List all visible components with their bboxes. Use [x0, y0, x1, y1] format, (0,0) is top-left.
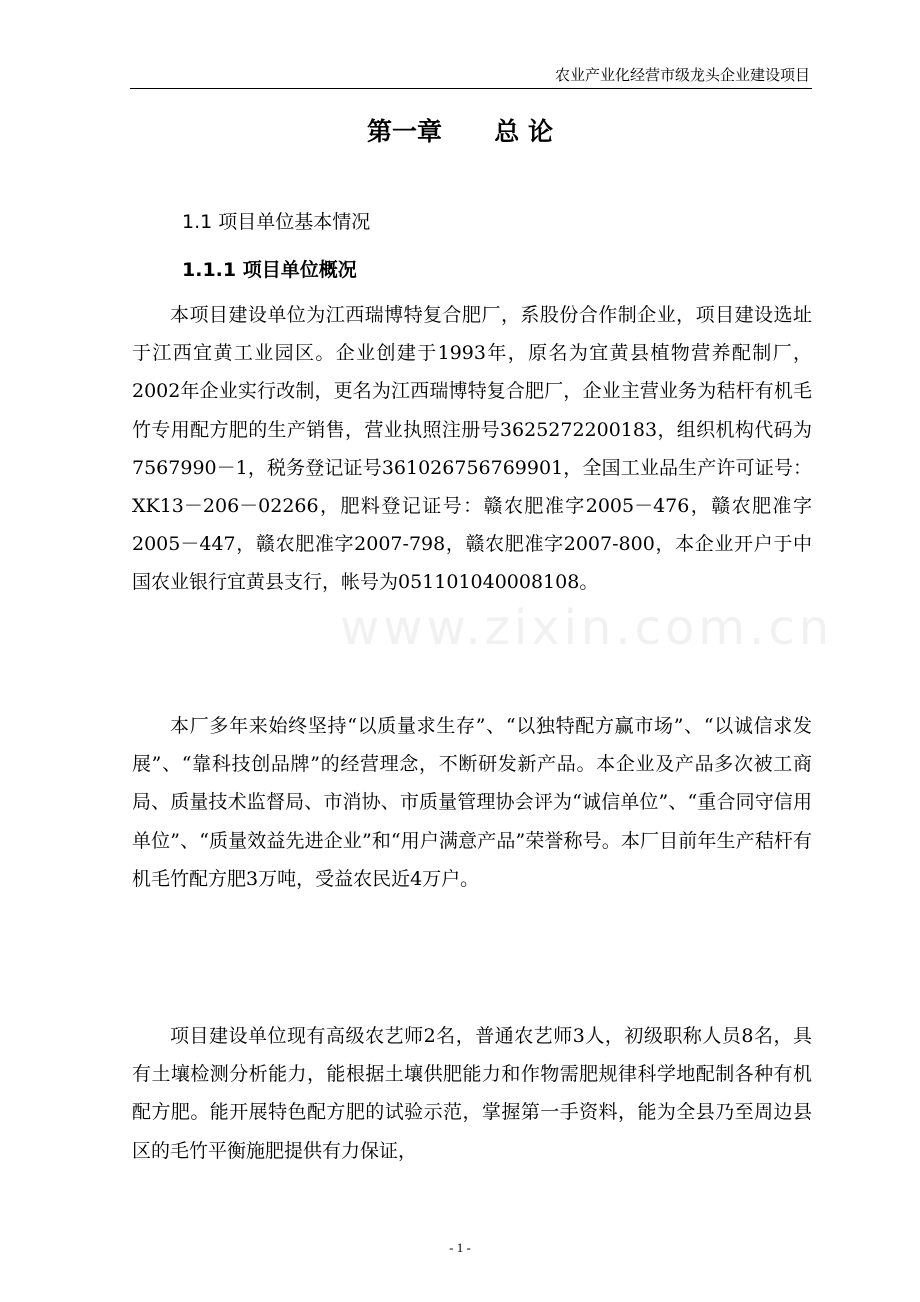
body-paragraph-3	[132, 1017, 812, 1170]
body-paragraph-1	[132, 296, 812, 602]
running-header: 农业产业化经营市级龙头企业建设项目	[554, 66, 810, 84]
header-rule	[130, 88, 812, 89]
page-number: - 1 -	[449, 1240, 471, 1255]
watermark: www.zixin.com.cn	[340, 600, 834, 656]
paragraph-text: 本厂多年来始终坚持“以质量求生存”、“以独特配方赢市场”、“以诚信求发展”、“靠科技创品牌”的经营理念，不断研发新产品。本企业及产品多次被工商局、质量技术监督局、市消协、市质量管理协会评为“诚信单位”、“重合同守信用单位”、“质量效益先进企业”和“用户满意产品”荣誉称号。本厂目前年生产秸杆有机毛竹配方肥3万吨，受益农民近4万户。	[132, 715, 812, 890]
paragraph-text: 项目建设单位现有高级农艺师2名，普通农艺师3人，初级职称人员8名，具有土壤检测分析能力，能根据土壤供肥能力和作物需肥规律科学地配制各种有机配方肥。能开展特色配方肥的试验示范，掌握第一手资料，能为全县乃至周边县区的毛竹平衡施肥提供有力保证，	[132, 1025, 812, 1162]
subsection-heading: 1.1.1 项目单位概况	[182, 259, 357, 281]
body-paragraph-2	[132, 707, 812, 898]
chapter-title: 第一章 总 论	[367, 117, 553, 146]
paragraph-text: 本项目建设单位为江西瑞博特复合肥厂，系股份合作制企业，项目建设选址于江西宜黄工业园区。企业创建于1993年，原名为宜黄县植物营养配制厂，2002年企业实行改制，更名为江西瑞博特复合肥厂，企业主营业务为秸杆有机毛竹专用配方肥的生产销售，营业执照注册号3625272200183，组织机构代码为7567990－1，税务登记证号361026756769901，全国工业品生产许可证号：XK13－206－02266，肥料登记证号：赣农肥准字2005－476，赣农肥准字2005－447，赣农肥准字2007-798，赣农肥准字2007-800，本企业开户于中国农业银行宜黄县支行，帐号为051101040008108。	[132, 304, 812, 594]
section-heading: 1.1 项目单位基本情况	[182, 211, 371, 233]
